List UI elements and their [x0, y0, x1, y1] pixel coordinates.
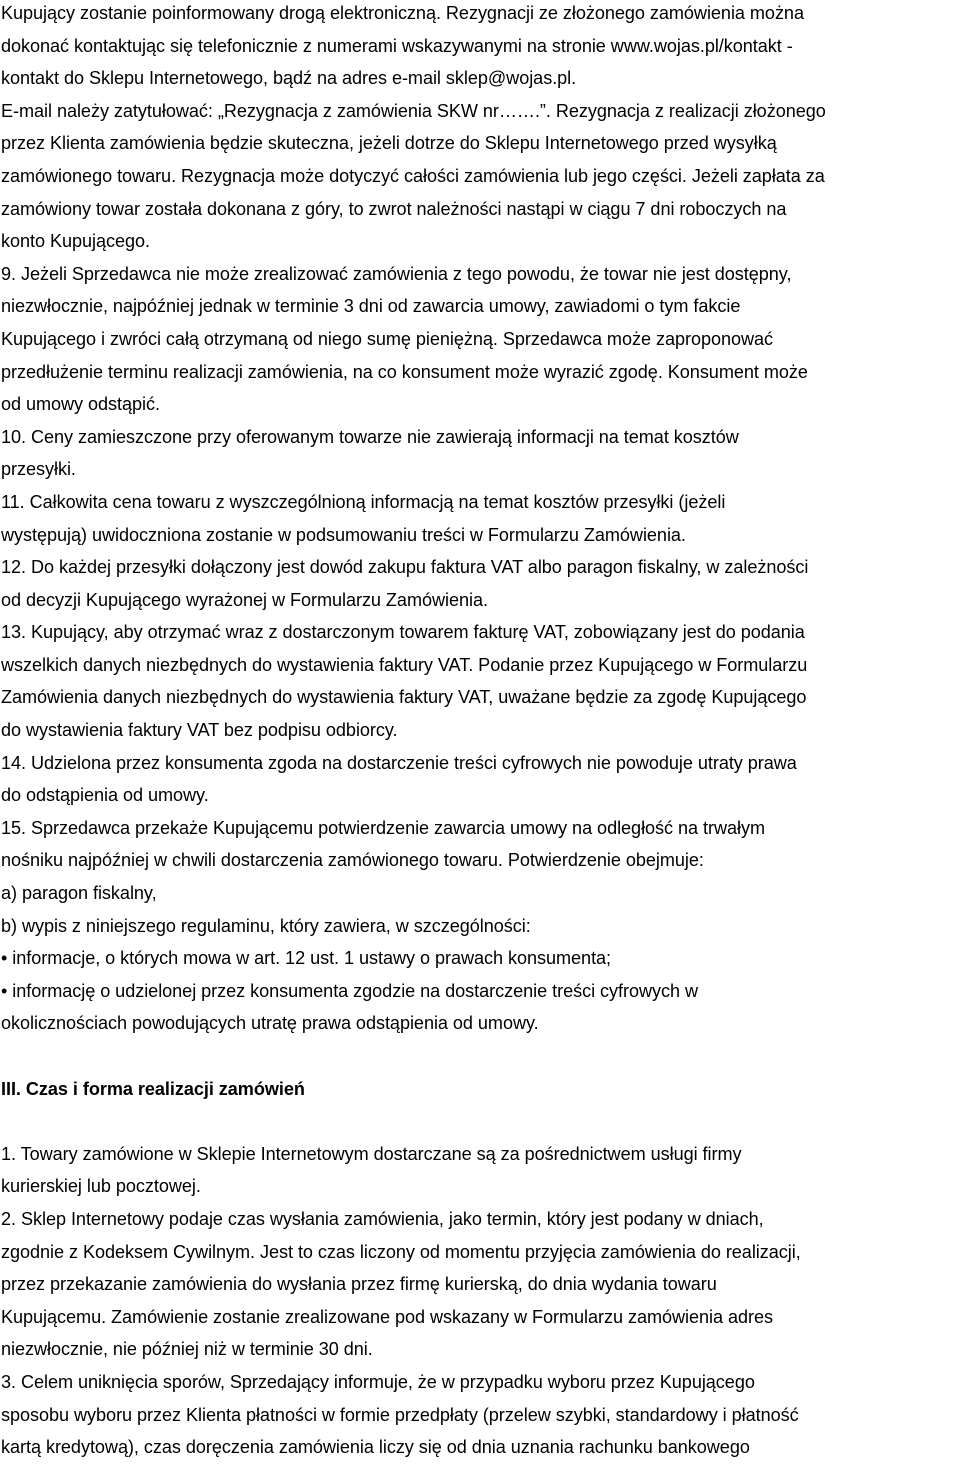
text-line: Kupującemu. Zamówienie zostanie zrealizowane pod wskazany w Formularzu zamówienia adres — [0, 1306, 774, 1327]
text-line: 14. Udzielona przez konsumenta zgoda na dostarczenie treści cyfrowych nie powoduje utraty prawa — [0, 752, 797, 773]
text-line: 11. Całkowita cena towaru z wyszczególnioną informacją na temat kosztów przesyłki (jeżeli — [0, 491, 726, 512]
text-line: okolicznościach powodujących utratę prawa odstąpienia od umowy. — [0, 1013, 539, 1034]
text-line: do wystawienia faktury VAT bez podpisu odbiorcy. — [0, 720, 398, 741]
text-line: 10. Ceny zamieszczone przy oferowanym towarze nie zawierają informacji na temat kosztów — [0, 426, 739, 447]
text-line: niezwłocznie, nie później niż w terminie 30 dni. — [0, 1339, 373, 1360]
text-line: Zamówienia danych niezbędnych do wystawienia faktury VAT, uważane będzie za zgodę Kupującego — [0, 687, 807, 708]
text-line: 15. Sprzedawca przekaże Kupującemu potwierdzenie zawarcia umowy na odległość na trwałym — [0, 817, 766, 838]
text-line: zgodnie z Kodeksem Cywilnym. Jest to czas liczony od momentu przyjęcia zamówienia do realizacji, — [0, 1241, 801, 1262]
text-line: przez przekazanie zamówienia do wysłania przez firmę kurierską, do dnia wydania towaru — [0, 1274, 717, 1295]
text-line: • informację o udzielonej przez konsumenta zgodzie na dostarczenie treści cyfrowych w — [0, 980, 699, 1001]
text-line: Kupujący zostanie poinformowany drogą elektroniczną. Rezygnacji ze złożonego zamówienia można — [0, 3, 804, 23]
paragraph-0 — [0, 0, 960, 258]
text-line: zamówionego towaru. Rezygnacja może dotyczyć całości zamówienia lub jego części. Jeżeli zapłata za — [0, 165, 825, 186]
text-line: b) wypis z niniejszego regulaminu, który zawiera, w szczególności: — [0, 915, 531, 936]
section-paragraph-1 — [0, 1203, 960, 1366]
text-line: przesyłki. — [0, 459, 76, 480]
section-paragraph-2 — [0, 1366, 960, 1464]
text-line: przedłużenie terminu realizacji zamówienia, na co konsument może wyrazić zgodę. Konsument może — [0, 361, 808, 382]
text-line: Kupującego i zwróci całą otrzymaną od niego sumę pieniężną. Sprzedawca może zaproponować — [0, 328, 774, 349]
spacer — [0, 1040, 960, 1073]
text-line: 2. Sklep Internetowy podaje czas wysłania zamówienia, jako termin, który jest podany w dniach, — [0, 1208, 764, 1229]
text-line: od umowy odstąpić. — [0, 394, 161, 415]
text-line: 3. Celem uniknięcia sporów, Sprzedający informuje, że w przypadku wyboru przez Kupującego — [0, 1371, 755, 1392]
text-line: sposobu wyboru przez Klienta płatności w formie przedpłaty (przelew szybki, standardowy i płatność — [0, 1404, 799, 1425]
section-paragraph-0 — [0, 1138, 960, 1203]
paragraph-1 — [0, 258, 960, 421]
text-line: dokonać kontaktując się telefonicznie z numerami wskazywanymi na stronie www.wojas.pl/kontakt - — [0, 35, 793, 56]
paragraph-4 — [0, 551, 960, 616]
text-line: kartą kredytową), czas doręczenia zamówienia liczy się od dnia uznania rachunku bankowego — [0, 1437, 750, 1458]
text-line: do odstąpienia od umowy. — [0, 785, 209, 806]
text-line: 13. Kupujący, aby otrzymać wraz z dostarczonym towarem fakturę VAT, zobowiązany jest do podania — [0, 622, 805, 643]
text-line: od decyzji Kupującego wyrażonej w Formularzu Zamówienia. — [0, 589, 488, 610]
paragraph-7 — [0, 812, 960, 1040]
text-line: • informacje, o których mowa w art. 12 ust. 1 ustawy o prawach konsumenta; — [0, 948, 612, 969]
text-line: 9. Jeżeli Sprzedawca nie może zrealizować zamówienia z tego powodu, że towar nie jest dostępny, — [0, 263, 792, 284]
text-line: kontakt do Sklepu Internetowego, bądź na adres e-mail sklep@wojas.pl. — [0, 68, 577, 89]
section-heading: III. Czas i forma realizacji zamówień — [0, 1078, 305, 1099]
paragraph-6 — [0, 747, 960, 812]
text-line: a) paragon fiskalny, — [0, 883, 157, 904]
paragraph-2 — [0, 421, 960, 486]
text-line: zamówiony towar została dokonana z góry, to zwrot należności nastąpi w ciągu 7 dni roboczych na — [0, 198, 787, 219]
paragraph-3 — [0, 486, 960, 551]
text-line: występują) uwidoczniona zostanie w podsumowaniu treści w Formularzu Zamówienia. — [0, 524, 686, 545]
text-line: 1. Towary zamówione w Sklepie Internetowym dostarczane są za pośrednictwem usługi firmy — [0, 1143, 742, 1164]
spacer — [0, 1105, 960, 1138]
text-line: przez Klienta zamówienia będzie skuteczna, jeżeli dotrze do Sklepu Internetowego przed wysyłką — [0, 133, 777, 154]
text-line: niezwłocznie, najpóźniej jednak w terminie 3 dni od zawarcia umowy, zawiadomi o tym fakcie — [0, 296, 741, 317]
text-line: E-mail należy zatytułować: „Rezygnacja z zamówienia SKW nr…….”. Rezygnacja z realizacji złożonego — [0, 100, 826, 121]
text-line: kurierskiej lub pocztowej. — [0, 1176, 201, 1197]
text-line: wszelkich danych niezbędnych do wystawienia faktury VAT. Podanie przez Kupującego w Formularzu — [0, 654, 808, 675]
text-line: 12. Do każdej przesyłki dołączony jest dowód zakupu faktura VAT albo paragon fiskalny, w zależności — [0, 557, 809, 578]
paragraph-5 — [0, 616, 960, 746]
text-line: konto Kupującego. — [0, 231, 151, 252]
text-line: nośniku najpóźniej w chwili dostarczenia zamówionego towaru. Potwierdzenie obejmuje: — [0, 850, 704, 871]
